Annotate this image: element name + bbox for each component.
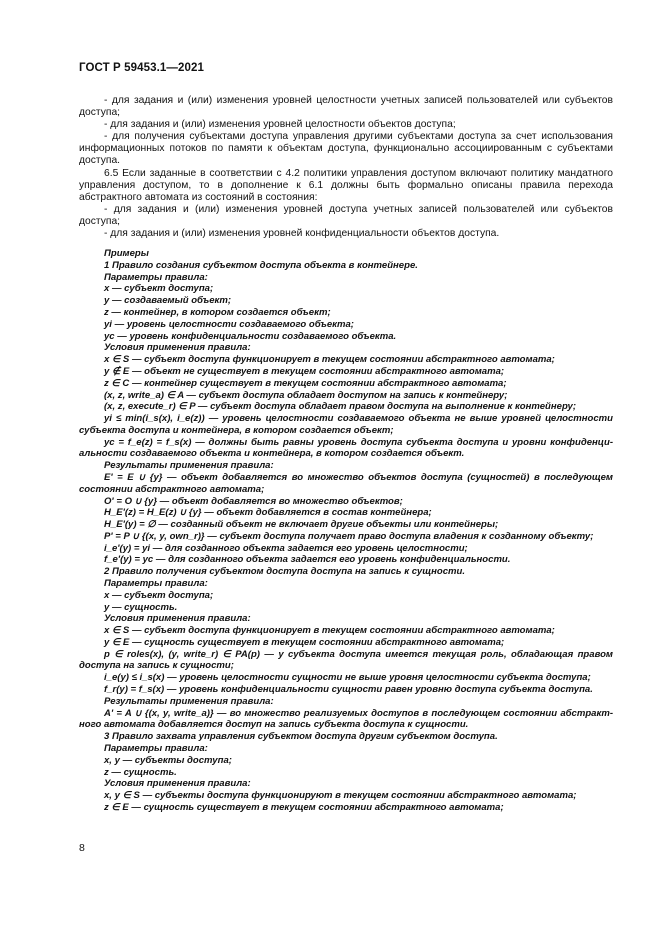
- rule-line: z — контейнер, в котором создается объект;: [104, 307, 331, 319]
- rule-line: O' = O ∪ {y} — объект добавляется во множество объектов;: [104, 495, 403, 507]
- rule-line: x, y — субъекты доступа;: [104, 754, 232, 766]
- rule-line: z ∈ C — контейнер существует в текущем состоянии абстрактного автомата;: [104, 377, 507, 389]
- rule-line: y ∈ E — сущность существует в текущем состоянии абстрактного автомата;: [104, 636, 505, 648]
- paragraph: - для задания и (или) изменения уровней целостности объектов доступа;: [104, 119, 456, 131]
- rule-line: i_e(y) ≤ i_s(x) — уровень целостности сущности не выше уровня целостности субъекта доступа;: [104, 672, 591, 684]
- clause-6-5: 6.5 Если заданные в соответствии с 4.2 политики управления доступом включают политику мандатного управления доступом, то в дополнение к 6.1 должны быть формально описаны правила перехода абстрактного автомата из состояний в состояния:: [79, 167, 613, 203]
- rule-line: E' = E ∪ {y} — объект добавляется во множество объектов доступа (сущностей) в последующем состоянии абстрактного автомата;: [79, 471, 613, 495]
- rule-line: f_r(y) = f_s(x) — уровень конфиденциальности сущности равен уровню доступа субъекта доступа.: [104, 684, 593, 696]
- rule-line: Параметры правила:: [104, 742, 208, 754]
- rule-line: yi — уровень целостности создаваемого объекта;: [104, 318, 354, 330]
- rule-line: Параметры правила:: [104, 578, 208, 589]
- rule-line: Результаты применения правила:: [104, 695, 274, 707]
- rule-2-title: 2 Правило получения субъектом доступа доступа на запись к сущности.: [104, 566, 466, 578]
- rule-line: x — субъект доступа;: [104, 589, 214, 601]
- rule-line: Условия применения правила:: [104, 778, 251, 790]
- rule-line: y — создаваемый объект;: [104, 295, 232, 307]
- rule-3-title: 3 Правило захвата управления субъектом доступа другим субъектом доступа.: [104, 731, 498, 743]
- rule-line: y — сущность.: [104, 601, 178, 613]
- paragraph: - для получения субъектами доступа управления другими субъектами доступа за счет использования информационных потоков по памяти к объектам доступа, функционально ассоциированным с субъектами доступа.: [79, 131, 613, 167]
- page-number: 8: [79, 842, 85, 854]
- rule-line: f_e'(y) = yc — для созданного объекта задается его уровень конфиденциальности.: [104, 554, 511, 566]
- document-header: ГОСТ Р 59453.1—2021: [79, 62, 204, 74]
- rule-line: H_E'(y) = ∅ — созданный объект не включает другие объекты или контейнеры;: [104, 519, 499, 531]
- rule-line: (x, z, execute_r) ∈ P — субъект доступа обладает правом доступа на выполнение к контейнеру;: [104, 401, 577, 413]
- examples-title: Примеры: [104, 248, 149, 260]
- rule-line: Параметры правила:: [104, 271, 208, 283]
- rule-line: x ∈ S — субъект доступа функционирует в текущем состоянии абстрактного автомата;: [104, 625, 555, 637]
- rule-line: x ∈ S — субъект доступа функционирует в текущем состоянии абстрактного автомата;: [104, 354, 555, 366]
- rule-line: z ∈ E — сущность существует в текущем состоянии абстрактного автомата;: [104, 801, 504, 813]
- paragraph: - для задания и (или) изменения уровней конфиденциальности объектов доступа.: [104, 228, 500, 240]
- rule-line: Условия применения правила:: [104, 613, 251, 625]
- rule-line: x, y ∈ S — субъекты доступа функционируют в текущем состоянии абстрактного автомата;: [104, 790, 577, 802]
- rule-line: Условия применения правила:: [104, 342, 251, 354]
- rule-line: H_E'(z) = H_E(z) ∪ {y} — объект добавляется в состав контейнера;: [104, 507, 432, 519]
- rule-line: yi ≤ min(i_s(x), i_e(z)) — уровень целостности создаваемого объекта не выше уровней целостности субъекта доступа и контейнера, в котором создается объект;: [79, 413, 613, 436]
- rule-line: Результаты применения правила:: [104, 460, 274, 472]
- page-body: [79, 95, 613, 814]
- rule-line: i_e'(y) = yi — для созданного объекта задается его уровень целостности;: [104, 542, 468, 554]
- rule-line: (x, z, write_a) ∈ A — субъект доступа обладает доступом на запись к контейнеру;: [104, 389, 508, 401]
- rule-line: x — субъект доступа;: [104, 283, 214, 295]
- paragraph: - для задания и (или) изменения уровней доступа учетных записей пользователей или субъектов доступа;: [79, 203, 613, 227]
- rule-line: yc — уровень конфиденциальности создаваемого объекта.: [104, 330, 397, 342]
- rule-line: P' = P ∪ {(x, y, own_r)} — субъект доступа получает право доступа владения к созданному объекту;: [104, 530, 594, 542]
- rule-line: y ∉ E — объект не существует в текущем состоянии абстрактного автомата;: [104, 365, 505, 377]
- examples-block: [79, 248, 613, 814]
- paragraph: - для задания и (или) изменения уровней целостности учетных записей пользователей или субъектов доступа;: [79, 95, 613, 119]
- rule-line: z — сущность.: [104, 766, 177, 778]
- rule-1-title: 1 Правило создания субъектом доступа объекта в контейнере.: [104, 259, 418, 271]
- rule-line: A' = A ∪ {(x, y, write_a)} — во множество реализуемых доступов в последующем состоянии абстрактного автомата добавляется доступ на запись субъекта доступа к сущности.: [79, 707, 613, 731]
- rule-line: p ∈ roles(x), (y, write_r) ∈ PA(p) — у субъекта доступа имеется текущая роль, обладающая правом доступа на запись к сущности;: [79, 648, 613, 672]
- rule-line: yc = f_e(z) = f_s(x) — должны быть равны уровень доступа субъекта доступа и уровни конфиденциальности создаваемого объекта и контейнера, в котором создается объект.: [79, 436, 613, 460]
